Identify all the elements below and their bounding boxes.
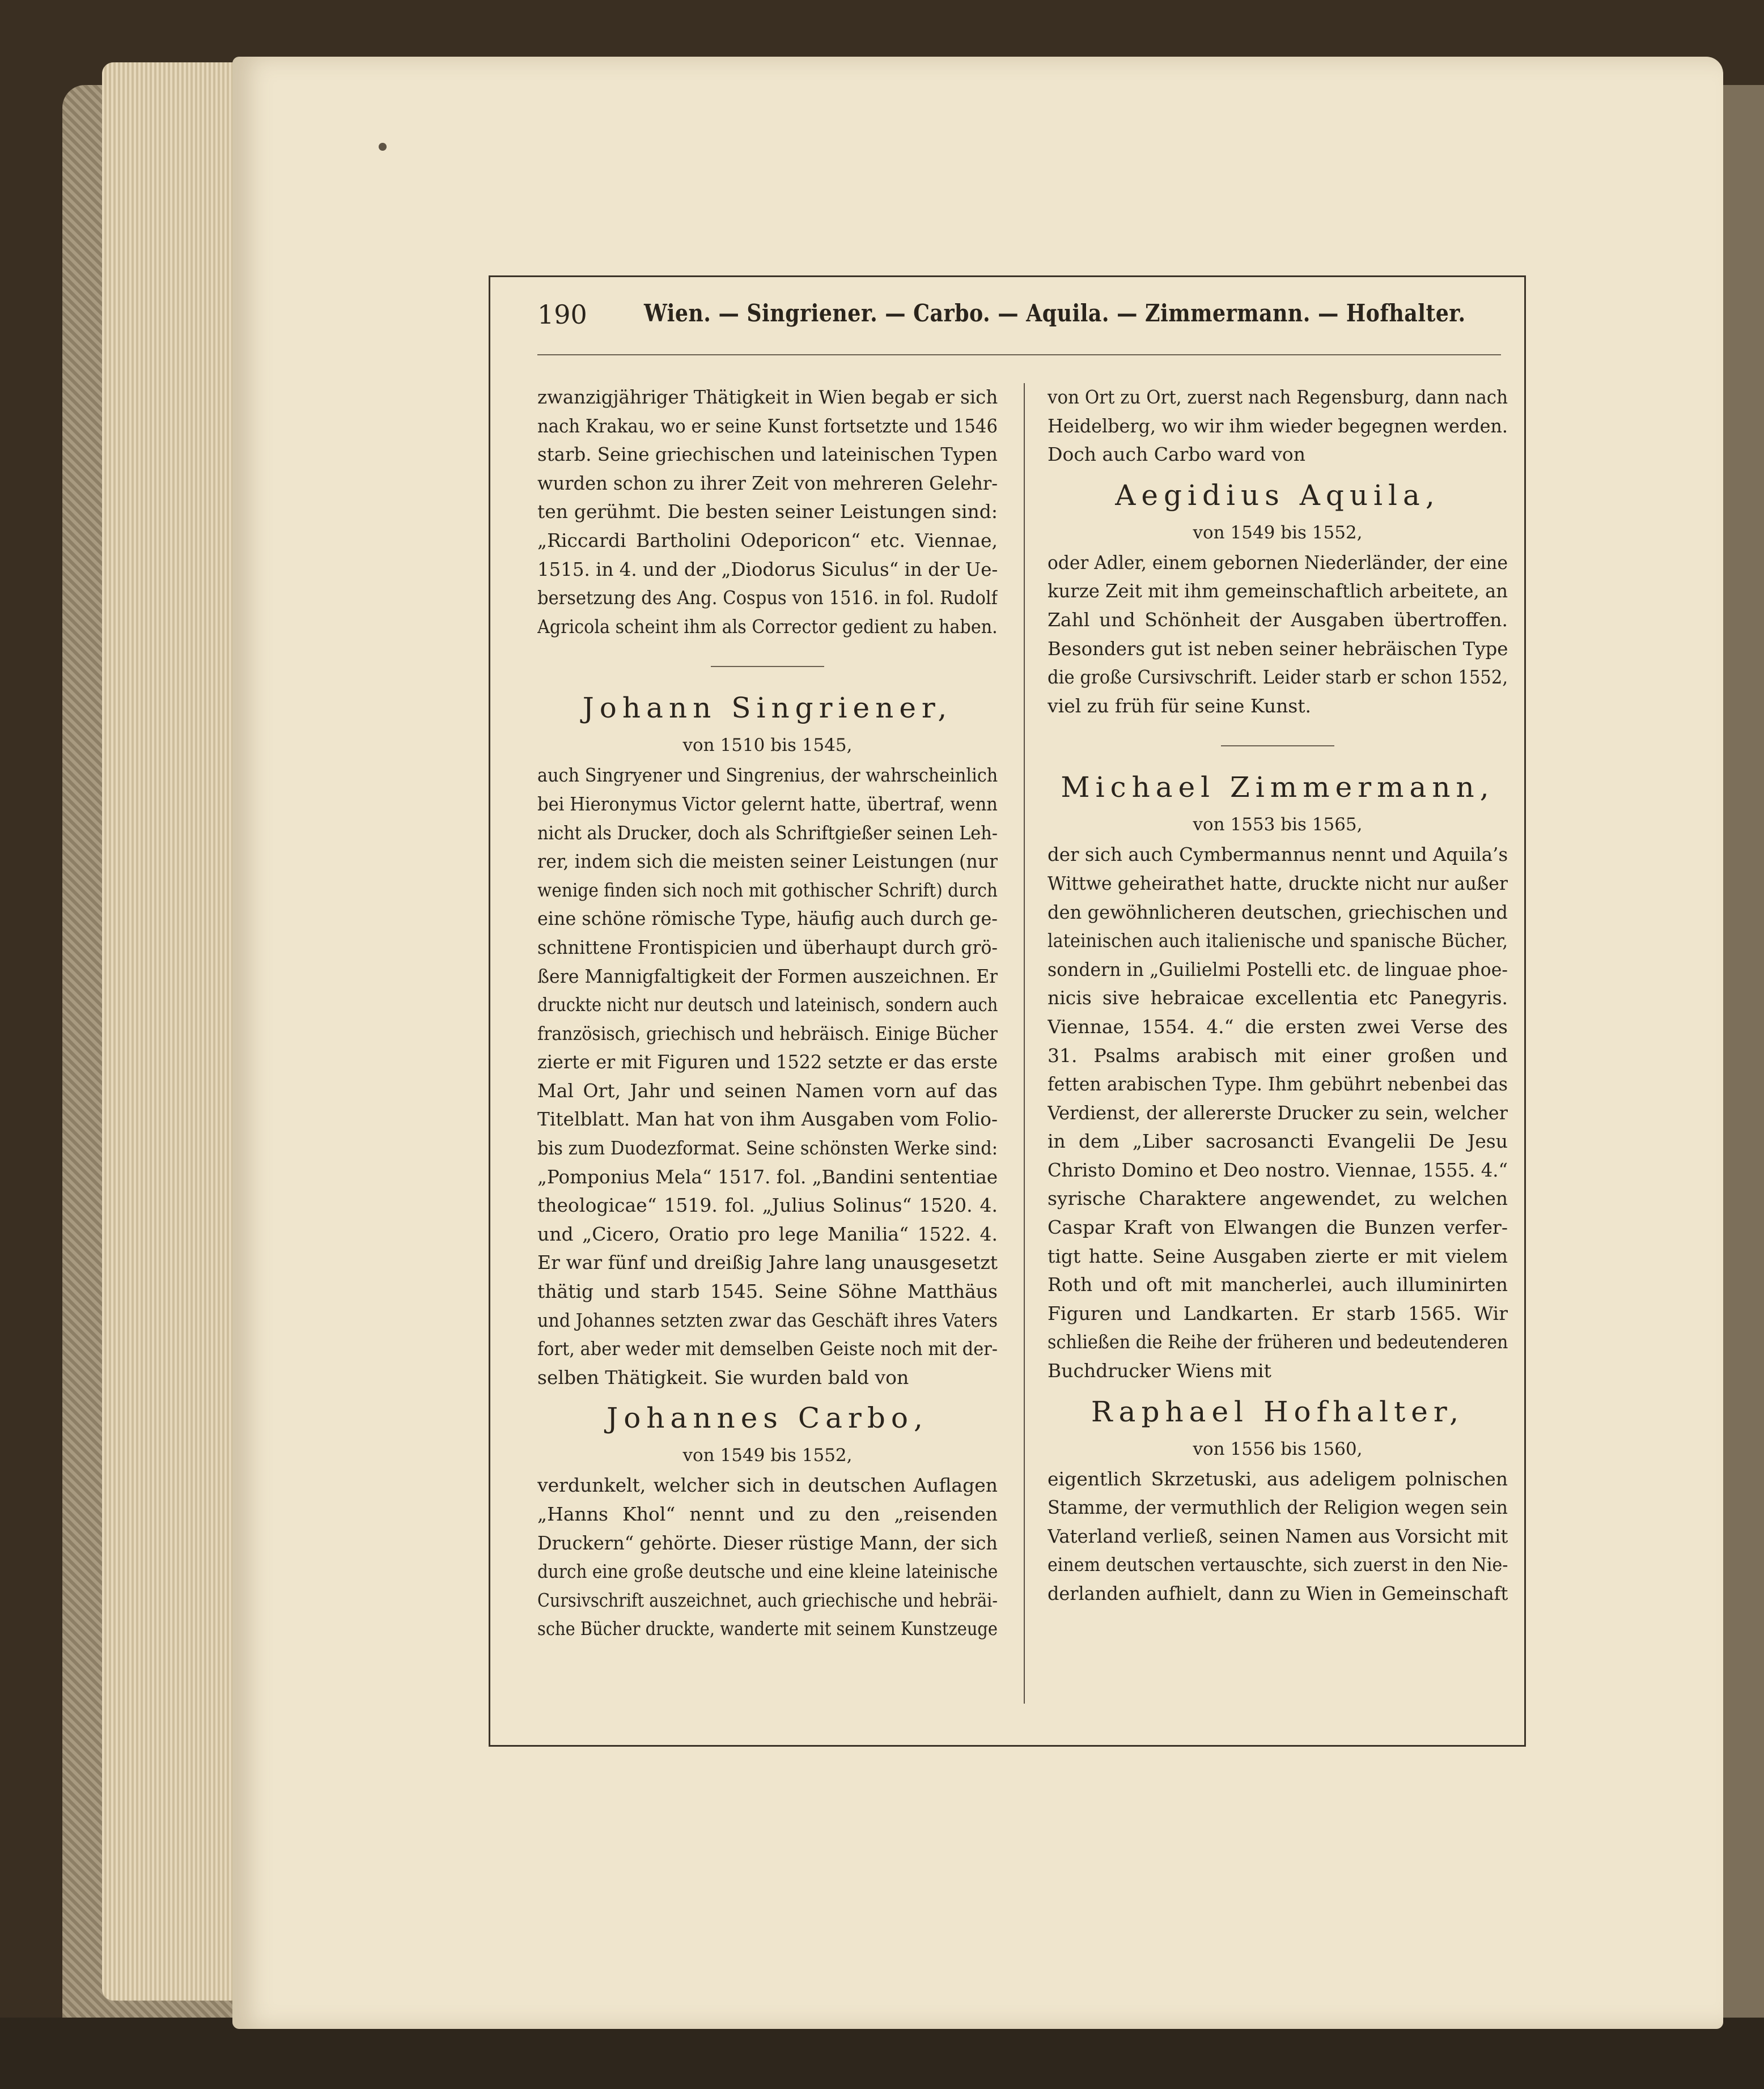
text-line: ßere Mannigfaltigkeit der Formen auszeichnen. Er	[537, 965, 998, 987]
facing-page-strip	[1718, 85, 1764, 2089]
text-line: Buchdrucker Wiens mit	[1048, 1360, 1271, 1382]
text-line: durch eine große deutsche und eine kleine lateinische	[537, 1560, 998, 1583]
page-edges	[102, 62, 238, 2001]
text-line: „Hanns Khol“ nennt und zu den „reisenden	[537, 1503, 998, 1525]
text-line: zwanzigjähriger Thätigkeit in Wien begab er sich	[537, 386, 998, 408]
page-number: 190	[537, 299, 587, 330]
text-line: lateinischen auch italienische und spanische Bücher,	[1048, 929, 1508, 952]
section-dates: von 1553 bis 1565,	[1193, 814, 1363, 835]
text-line: Viennae, 1554. 4.“ die ersten zwei Verse des	[1048, 1015, 1508, 1038]
text-line: Zahl und Schönheit der Ausgaben übertroffen.	[1048, 608, 1508, 631]
text-line: wenige finden sich noch mit gothischer Schrift) durch	[537, 878, 998, 901]
page-speck	[379, 143, 387, 151]
header-rule	[537, 354, 1501, 355]
section-title: Aegidius Aquila,	[1115, 478, 1440, 512]
text-line: Besonders gut ist neben seiner hebräischen Type	[1048, 637, 1508, 660]
text-line: der sich auch Cymbermannus nennt und Aquila’s	[1048, 843, 1508, 866]
text-line: „Pomponius Mela“ 1517. fol. „Bandini sententiae	[537, 1165, 998, 1188]
text-line: oder Adler, einem gebornen Niederländer, der eine	[1048, 551, 1508, 574]
text-line: „Riccardi Bartholini Odeporicon“ etc. Viennae,	[537, 529, 998, 551]
aquila-paragraph	[1048, 549, 1508, 721]
text-line: sche Bücher druckte, wanderte mit seinem Kunstzeuge	[537, 1617, 998, 1640]
running-header	[537, 296, 1467, 336]
text-line: Caspar Kraft von Elwangen die Bunzen verfer-	[1048, 1216, 1508, 1239]
text-line: sondern in „Guilielmi Postelli etc. de linguae phoe-	[1048, 958, 1508, 980]
zimmermann-paragraph	[1048, 840, 1508, 1385]
section-dates: von 1549 bis 1552,	[682, 1445, 853, 1466]
text-line: und Johannes setzten zwar das Geschäft ihres Vaters	[537, 1309, 998, 1331]
text-line: französisch, griechisch und hebräisch. Einige Bücher	[537, 1022, 998, 1044]
section-carbo	[537, 1396, 998, 1471]
right-column	[1048, 383, 1508, 1608]
text-line: theologicae“ 1519. fol. „Julius Solinus“ 1520. 4.	[537, 1194, 998, 1217]
intro-paragraph	[537, 383, 998, 641]
text-line: eigentlich Skrzetuski, aus adeligem polnischen	[1048, 1467, 1508, 1490]
text-line: verdunkelt, welcher sich in deutschen Auflagen	[537, 1474, 998, 1497]
text-line: den gewöhnlicheren deutschen, griechischen und	[1048, 901, 1508, 923]
text-line: rer, indem sich die meisten seiner Leistungen (nur	[537, 850, 998, 873]
text-line: Wittwe geheirathet hatte, druckte nicht nur außer	[1048, 872, 1508, 894]
text-line: wurden schon zu ihrer Zeit von mehreren Gelehr-	[537, 472, 998, 494]
text-line: derlanden aufhielt, dann zu Wien in Gemeinschaft	[1048, 1582, 1508, 1604]
text-line: starb. Seine griechischen und lateinischen Typen	[537, 443, 998, 466]
text-line: Heidelberg, wo wir ihm wieder begegnen werden.	[1048, 414, 1508, 437]
text-line: Verdienst, der allererste Drucker zu sein, welcher	[1048, 1101, 1508, 1124]
text-line: Doch auch Carbo ward von	[1048, 443, 1305, 466]
singriener-paragraph	[537, 761, 998, 1392]
text-line: tigt hatte. Seine Ausgaben zierte er mit vielem	[1048, 1245, 1508, 1267]
text-line: Figuren und Landkarten. Er starb 1565. Wir	[1048, 1302, 1508, 1324]
text-line: 1515. in 4. und der „Diodorus Siculus“ in der Ue-	[537, 558, 998, 580]
intro-paragraph	[1048, 383, 1508, 469]
text-line: Stamme, der vermuthlich der Religion wegen sein	[1048, 1496, 1508, 1519]
section-title: Johannes Carbo,	[607, 1402, 928, 1435]
text-line: bersetzung des Ang. Cospus von 1516. in fol. Rudolf	[537, 587, 998, 609]
text-line: fort, aber weder mit demselben Geiste noch mit der-	[537, 1338, 998, 1360]
text-line: Agricola scheint ihm als Corrector gedient zu haben.	[537, 615, 998, 638]
text-line: Cursivschrift auszeichnet, auch griechische und hebräi-	[537, 1589, 998, 1611]
text-line: nach Krakau, wo er seine Kunst fortsetzte und 1546	[537, 414, 998, 437]
text-line: nicht als Drucker, doch als Schriftgießer seinen Leh-	[537, 821, 998, 844]
section-dates: von 1549 bis 1552,	[1193, 522, 1363, 543]
text-line: syrische Charaktere angewendet, zu welchen	[1048, 1187, 1508, 1210]
running-title: Wien. — Singriener. — Carbo. — Aquila. — Zimmermann. — Hofhalter.	[644, 299, 1466, 327]
section-singriener	[537, 686, 998, 761]
text-line: auch Singryener und Singrenius, der wahrscheinlich	[537, 764, 998, 787]
section-aquila	[1048, 474, 1508, 549]
text-line: Druckern“ gehörte. Dieser rüstige Mann, der sich	[537, 1531, 998, 1554]
section-dates: von 1556 bis 1560,	[1193, 1438, 1363, 1459]
hofhalter-paragraph	[1048, 1465, 1508, 1608]
section-title: Johann Singriener,	[582, 691, 953, 725]
text-line: 31. Psalms arabisch mit einer großen und	[1048, 1044, 1508, 1067]
text-line: die große Cursivschrift. Leider starb er schon 1552,	[1048, 666, 1508, 689]
text-line: und „Cicero, Oratio pro lege Manilia“ 1522. 4.	[537, 1222, 998, 1245]
section-hofhalter	[1048, 1390, 1508, 1465]
carbo-paragraph	[537, 1471, 998, 1644]
text-line: Titelblatt. Man hat von ihm Ausgaben vom Folio-	[537, 1108, 998, 1131]
text-line: ten gerühmt. Die besten seiner Leistungen sind:	[537, 500, 998, 523]
text-line: bei Hieronymus Victor gelernt hatte, übertraf, wenn	[537, 792, 998, 815]
text-line: druckte nicht nur deutsch und lateinisch, sondern auch	[537, 993, 998, 1016]
text-line: Mal Ort, Jahr und seinen Namen vorn auf das	[537, 1079, 998, 1102]
text-line: eine schöne römische Type, häufig auch durch ge-	[537, 907, 998, 930]
section-zimmermann	[1048, 766, 1508, 840]
text-line: Vaterland verließ, seinen Namen aus Vorsicht mit	[1048, 1525, 1508, 1547]
text-line: kurze Zeit mit ihm gemeinschaftlich arbeitete, an	[1048, 580, 1508, 602]
column-divider	[1024, 383, 1025, 1704]
text-line: Er war fünf und dreißig Jahre lang unausgesetzt	[537, 1251, 998, 1274]
section-title: Raphael Hofhalter,	[1091, 1395, 1465, 1428]
left-column	[537, 383, 998, 1644]
text-line: Roth und oft mit mancherlei, auch illuminirten	[1048, 1273, 1508, 1296]
text-line: bis zum Duodezformat. Seine schönsten Werke sind:	[537, 1137, 998, 1160]
text-line: schnittene Frontispicien und überhaupt durch grö-	[537, 936, 998, 958]
text-line: in dem „Liber sacrosancti Evangelii De Jesu	[1048, 1130, 1508, 1153]
text-line: nicis sive hebraicae excellentia etc Panegyris.	[1048, 987, 1508, 1009]
section-dates: von 1510 bis 1545,	[682, 735, 853, 756]
text-line: einem deutschen vertauschte, sich zuerst in den Nie-	[1048, 1553, 1508, 1576]
text-line: von Ort zu Ort, zuerst nach Regensburg, dann nach	[1048, 386, 1508, 408]
text-line: schließen die Reihe der früheren und bedeutenderen	[1048, 1331, 1508, 1353]
text-line: zierte er mit Figuren und 1522 setzte er das erste	[537, 1051, 998, 1073]
text-line: fetten arabischen Type. Ihm gebührt nebenbei das	[1048, 1073, 1508, 1096]
text-line: selben Thätigkeit. Sie wurden bald von	[537, 1366, 909, 1389]
text-line: thätig und starb 1545. Seine Söhne Matthäus	[537, 1280, 998, 1303]
text-line: Christo Domino et Deo nostro. Viennae, 1555. 4.“	[1048, 1158, 1508, 1181]
section-title: Michael Zimmermann,	[1061, 771, 1495, 804]
text-line: viel zu früh für seine Kunst.	[1048, 694, 1312, 717]
